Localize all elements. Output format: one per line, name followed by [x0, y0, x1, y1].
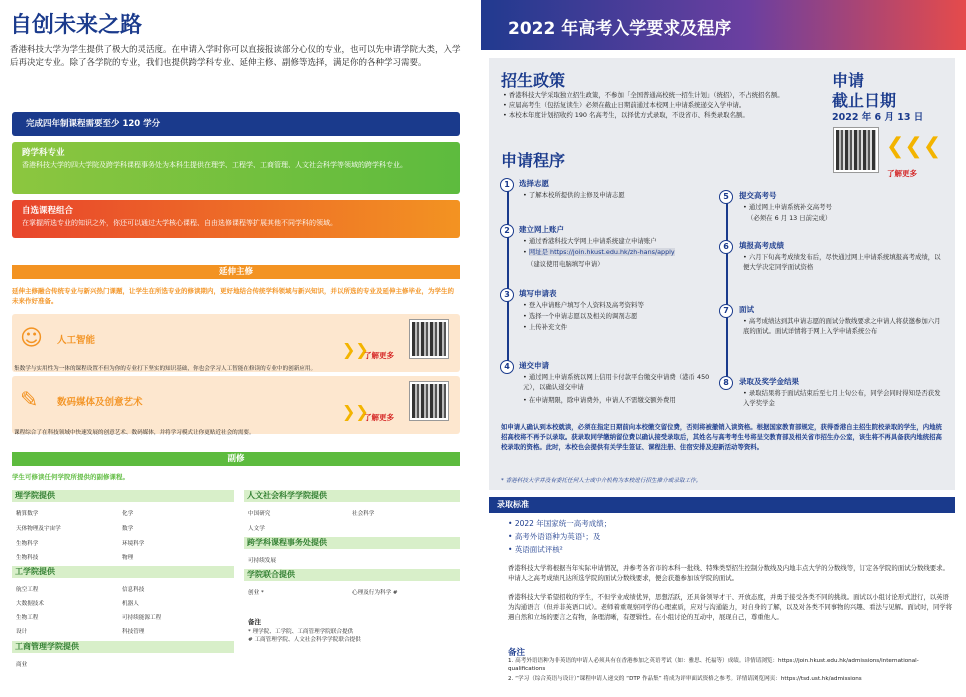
dm-arrow-icon: ❯❯	[342, 402, 369, 421]
procedure-footnote: * 香港科技大学并没有委托任何人士或中介机构为本校进行招生推介或录取工作。	[501, 478, 702, 484]
minor-item: 生物工程	[16, 615, 39, 621]
engineering-minor-header: 工学院提供	[12, 566, 234, 578]
notes-title: 备注	[508, 648, 526, 658]
interdisciplinary-title: 跨学科专业	[22, 148, 65, 158]
ipo-minor-header: 跨学科课程事务处提供	[244, 537, 460, 549]
minor-item: 可持续能源工程	[122, 615, 162, 621]
minor-item: 化学	[122, 511, 134, 517]
step-line: （必须在 6 月 13 日前完成）	[747, 214, 832, 222]
minor-item: 心理及行为科学 #	[352, 590, 398, 596]
note-1: 1. 高考外语语种为非英语的申请人必须具有在香港参加之英语考试（如：雅思、托福等）成绩。详情请浏览：https://join.hkust.edu.hk/admissions/international-qualifications	[508, 658, 919, 672]
policy-list	[503, 90, 793, 120]
apply-url-link[interactable]: 网址是 https://join.hkust.edu.hk/zh-hans/apply	[528, 248, 675, 256]
step-line: • 网址是 https://join.hkust.edu.hk/zh-hans/apply	[523, 248, 675, 256]
minor-intro: 学生可修读任何学院所提供的副修课程。	[12, 473, 129, 481]
minor-item: 生物科技	[16, 555, 39, 561]
step-line: • 通过香港科技大学网上申请系统建立申请账户	[523, 237, 657, 245]
minor-item: 物理	[122, 555, 134, 561]
ai-text: 集数学与实用性为一体的课程设置不但为你的专业打下坚实的知识基础，你也会学习人工智能在修读的专业中的创新应用。	[14, 366, 317, 372]
palette-icon: ✎	[20, 388, 39, 413]
minor-notes-title: 备注	[248, 618, 261, 626]
ai-head-icon: ☺	[20, 326, 43, 351]
hss-minor-header: 人文社会科学学院提供	[244, 490, 460, 502]
step-line: • 在申请期限，除申请费外，申请人不需缴交额外费用	[523, 396, 676, 404]
credit-requirement-band	[12, 112, 460, 136]
requirements-list	[508, 517, 611, 556]
free-elective-band	[12, 200, 460, 238]
minor-item: 商业	[16, 662, 28, 668]
step-number: 2	[500, 224, 514, 238]
step-number: 7	[719, 304, 733, 318]
step-number: 1	[500, 178, 514, 192]
policy-item: • 本校本年度计划招收约 190 名高考生，以择优方式录取，不设省市、科类录取名额。	[503, 111, 749, 119]
procedure-title: 申请程序	[501, 151, 566, 170]
step-line: • 了解本校所提供的主修及申请志愿	[523, 191, 625, 199]
credit-requirement-text: 完成四年制课程需要至少 120 学分	[26, 119, 161, 129]
science-minor-header: 理学院提供	[12, 490, 234, 502]
deadline-learn-more-link[interactable]: 了解更多	[887, 169, 917, 178]
dm-qr-code	[410, 382, 448, 420]
step-title: 填报高考成绩	[739, 241, 784, 250]
step-line: • 录取结果将于面试结束后至七月上旬公布，同学会同时得知是否获发入学奖学金	[743, 389, 941, 407]
intro-paragraph: 香港科技大学为学生提供了极大的灵活度。在申请入学时你可以直接报读部分心仪的专业，也可以先申请学院大类，入学后再决定专业。除了各学院的专业，我们也提供跨学科专业、延伸主修、副修等选择，满足你的各种学习需要。	[10, 45, 461, 68]
deadline-arrow-icon: ❮❮❮	[886, 134, 942, 159]
requirements-header: 录取标准	[489, 497, 955, 513]
minor-item: 数学	[122, 526, 134, 532]
minor-item: 生物科学	[16, 541, 39, 547]
step-title: 填写申请表	[519, 289, 557, 298]
requirements-paragraph-1: 香港科技大学将根据当年实际申请情况，并参考各省市的本科一批线、特殊类型招生控制分数线及内地丰点大学的分数线等，订定各学院的面试分数线要求。申请人之高考成绩凡达所选学院的面试分数线要求，便会获邀参加该学院的面试。	[508, 564, 949, 582]
minor-item: 可持续发展	[248, 558, 276, 564]
step-title: 提交高考号	[739, 191, 777, 200]
minor-note-1: * 理学院、工学院、工商管理学院联合提供	[248, 629, 354, 635]
minor-header: 副修	[12, 452, 460, 466]
procedure-note: 如申请人确认到本校就读，必须在指定日期前向本校缴交留位费，否则将被撤销入读资格。根据国家教育部规定，获得香港自主招生院校录取的学生，内地统招高校将不再予以录取。获录取同学缴纳留位费以确认接受录取后，其姓名与高考考生号将呈交教育部及相关省市招生办公室，该生将不再具备获内地统招高校录取的资格。此时，本校也会提供有关学生签证、课程注册、住宿安排及迎新活动等资料。	[501, 423, 942, 451]
step-title: 递交申请	[519, 361, 549, 370]
minor-item: 航空工程	[16, 587, 39, 593]
policy-title: 招生政策	[501, 71, 566, 90]
business-minor-header: 工商管理学院提供	[12, 641, 234, 653]
step-title: 选择志愿	[519, 179, 549, 188]
ai-title: 人工智能	[57, 335, 96, 346]
minor-item: 环境科学	[122, 541, 145, 547]
requirements-paragraph-2: 香港科技大学希望招收的学生，不但学业成绩优异，思想活跃，还具备领导才干、开放态度，并勇于接受各类不同的挑战。面试以小组讨论形式进行，以英语为沟通语言（但并非英语口试）。老师着重观察同学的心理素质，应对与沟通能力，对自身的了解，以及对各类不同事物的兴趣、看法与见解。面试时，同学将遇自然和立场的要言之有物，条理清晰，有逻辑性。在小组讨论的互动中，展现自己，尊重他人。	[508, 593, 953, 621]
interdisciplinary-text: 香港科技大学的四大学院及跨学科课程事务处为本科生提供在理学、工程学、工商管理、人文社会科学等领域的跨学科专业。	[22, 161, 407, 169]
digital-media-text: 课程综合了在科技领域中快速发展的创意艺术、数码媒体，并将学习模式让你更贴近社会的需要。	[14, 430, 255, 436]
policy-item: • 香港科技大学采取独立招生政策，不参加「全国普通高校统一招生计划」（统招），不占统招名额。	[503, 91, 784, 99]
ai-arrow-icon: ❯❯	[342, 340, 369, 359]
title-banner	[481, 0, 966, 50]
step-line: • 选择一个申请志愿以及相关的调剂志愿	[523, 312, 638, 320]
page-title: 自创未来之路	[10, 13, 143, 38]
extended-major-text: 延伸主修融合传统专业与新兴热门课题，让学生在所选专业的修读期内，更好地结合传统学科领域与新兴知识，并以所选的专业及延伸主修毕业，为学生的未来作好准备。	[12, 287, 454, 305]
deadline-qr-code	[834, 128, 878, 172]
extended-major-header: 延伸主修	[12, 265, 460, 279]
deadline-date: 2022 年 6 月 13 日	[832, 112, 924, 123]
minor-item: 设计	[16, 629, 28, 635]
minor-note-2: # 工商管理学院、人文社会科学学院联合提供	[248, 637, 361, 643]
minor-item: 创业 *	[248, 590, 264, 596]
step-number: 3	[500, 288, 514, 302]
minor-item: 信息科技	[122, 587, 145, 593]
minor-item: 机器人	[122, 601, 139, 607]
ai-learn-more-link[interactable]: 了解更多	[364, 351, 394, 360]
free-elective-title: 自选课程组合	[22, 206, 74, 216]
admission-panel	[489, 58, 955, 490]
ai-qr-code	[410, 320, 448, 358]
step-line: • 登入申请账户填写个人资料及高考资料等	[523, 301, 644, 309]
digital-media-card	[12, 376, 460, 434]
step-line: （建议使用电脑填写申请）	[527, 260, 604, 268]
step-title: 录取及奖学金结果	[739, 377, 799, 386]
deadline-title-1: 申请	[832, 71, 865, 90]
left-page	[0, 0, 479, 697]
note-2: 2. “学习（综合英语与设计）”课程申请人递交的 “DTP 作品集” 将成为评审面试资格之参考。详情请浏览网页：https://tsd.ust.hk/admissions	[508, 676, 862, 682]
minor-item: 科技管理	[122, 629, 145, 635]
step-title: 面试	[739, 305, 754, 314]
steps-line-right	[726, 198, 728, 388]
steps-line-left	[507, 186, 509, 368]
step-line: • 上传补充文件	[523, 323, 568, 331]
step-line: • 高考成绩达到其申请志愿的面试分数线要求之申请人将获邀参加六月底的面试。面试详情将于网上入学申请系统公布	[743, 317, 941, 335]
requirement-item: • 高考外语语种为英语¹；及	[508, 532, 601, 541]
step-number: 6	[719, 240, 733, 254]
step-number: 8	[719, 376, 733, 390]
requirement-item: • 2022 年国家统一高考成绩；	[508, 519, 612, 528]
minor-item: 大数据技术	[16, 601, 44, 607]
step-line: • 通过网上申请系统以网上信用卡付款平台缴交申请费（港币 450 元），以确认递交申请	[523, 373, 710, 391]
minor-item: 天体物理及宇宙学	[16, 526, 61, 532]
step-title: 建立网上账户	[519, 225, 564, 234]
minor-item: 中国研究	[248, 511, 271, 517]
step-line: • 通过网上申请系统补交高考号	[743, 203, 832, 211]
step-line: • 六月下旬高考成绩发布后，尽快通过网上申请系统填报高考成绩，以便大学决定同学面试资格	[743, 253, 941, 271]
deadline-title-2: 截止日期	[832, 91, 897, 110]
step-number: 4	[500, 360, 514, 374]
minor-item: 人文学	[248, 526, 265, 532]
dm-learn-more-link[interactable]: 了解更多	[364, 413, 394, 422]
right-page	[481, 0, 966, 697]
interdisciplinary-band	[12, 142, 460, 194]
minor-item: 精算数学	[16, 511, 39, 517]
free-elective-text: 在掌握所选专业的知识之外，你还可以通过大学核心课程、自由选修课程等扩展其他不同学科的领域。	[22, 219, 337, 227]
digital-media-title: 数码媒体及创意艺术	[57, 397, 143, 408]
requirement-item: • 英语面试评核²	[508, 545, 563, 554]
right-title: 2022 年高考入学要求及程序	[508, 19, 732, 39]
minor-item: 社会科学	[352, 511, 375, 517]
joint-minor-header: 学院联合提供	[244, 569, 460, 581]
step-number: 5	[719, 190, 733, 204]
policy-item: • 应届高考生（包括复读生）必须在截止日期前通过本校网上申请系统递交入学申请。	[503, 101, 746, 109]
